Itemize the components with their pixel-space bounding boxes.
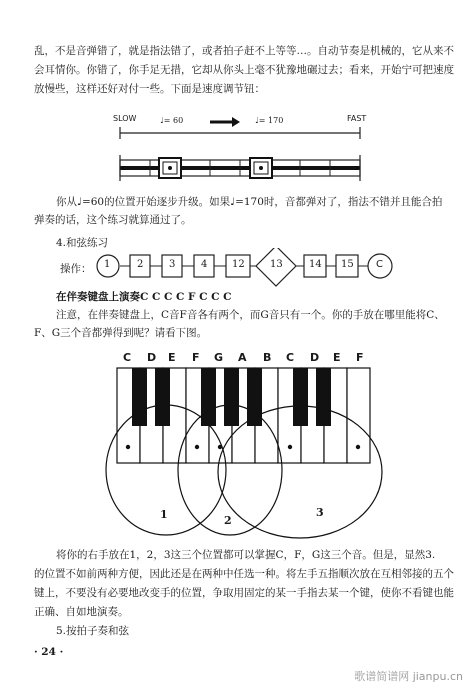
tempo-mark-170: ♩= 170	[255, 116, 284, 125]
key-label-f2: F	[356, 351, 364, 364]
key-label-c2: C	[286, 351, 295, 364]
paragraph-3-line-1: 将你的右手放在1，2，3这三个位置都可以掌握C，F，G这三个音。但是，显然3.	[56, 549, 436, 561]
paragraph-2-line-2: 弹奏的话，这个练习就算通过了。	[34, 214, 192, 226]
key-label-g: G	[214, 351, 224, 364]
flow-node-13-label: 13	[270, 259, 283, 270]
tempo-slow-label: SLOW	[113, 114, 137, 123]
tempo-slider-diagram	[0, 0, 471, 200]
position-label-2: 2	[224, 514, 232, 527]
key-label-a: A	[238, 351, 247, 364]
watermark: 歌谱简谱网 jianpu.cn	[354, 670, 463, 683]
flow-node-12-label: 12	[232, 259, 245, 270]
key-label-d1: D	[147, 351, 157, 364]
flow-node-4-label: 4	[201, 259, 208, 270]
key-label-d2: D	[310, 351, 320, 364]
key-label-c1: C	[123, 351, 132, 364]
paragraph-1-line-1: 乱，不是音弹错了，就是指法错了，或者拍子赶不上等等…。自动节奏是机械的，它从来不	[34, 45, 454, 57]
flow-node-15-label: 15	[341, 259, 354, 270]
key-label-e1: E	[168, 351, 176, 364]
paragraph-3-line-4: 正确、自如地演奏。	[34, 606, 129, 618]
paragraph-3-line-2: 的位置不如前两种方便，因此还是在两种中任选一种。将左手五指顺次放在互相邻接的五个	[34, 568, 454, 580]
chord-text-line-2: 注意，在伴奏键盘上，C音F音各有两个，而G音只有一个。你的手放在哪里能将C、	[56, 309, 445, 321]
operation-label: 操作：	[60, 263, 92, 275]
paragraph-2-line-1: 你从♩=60的位置开始逐步升级。如果♩=170时，音都弹对了，指法不错并且能合拍	[56, 196, 443, 208]
paragraph-1-line-3: 放慢些，这样还好对付一些。下面是速度调节钮：	[34, 83, 265, 95]
section-5-heading: 5.按拍子奏和弦	[56, 625, 130, 637]
section-4-heading: 4.和弦练习	[56, 237, 109, 249]
key-label-f1: F	[192, 351, 200, 364]
tempo-fast-label: FAST	[347, 114, 367, 123]
flow-node-14-label: 14	[309, 259, 322, 270]
page-number: · 24 ·	[34, 646, 64, 658]
paragraph-3-line-3: 键上，不要没有必要地改变手的位置，争取用固定的某一手指去某一个键，使你不看键也能	[34, 587, 454, 599]
chord-text-line-3: F、G三个音都弹得到呢？请看下图。	[34, 327, 208, 339]
flow-node-3-label: 3	[169, 259, 176, 270]
chord-text-line-1: 在伴奏键盘上演奏C C C C F C C C	[56, 291, 232, 303]
key-label-b: B	[263, 351, 272, 364]
key-label-e2: E	[333, 351, 341, 364]
flow-node-c-label: C	[376, 259, 383, 270]
tempo-mark-60: ♩= 60	[160, 116, 184, 125]
flow-node-1-label: 1	[104, 259, 111, 270]
flow-node-2-label: 2	[137, 259, 144, 270]
position-label-3: 3	[316, 506, 324, 519]
position-label-1: 1	[160, 508, 168, 521]
paragraph-1-line-2: 会耳情你。你错了，你手足无措，它却从你头上毫不犹豫地碾过去；看来，开始宁可把速度	[34, 64, 454, 76]
keyboard-diagram	[0, 360, 471, 560]
